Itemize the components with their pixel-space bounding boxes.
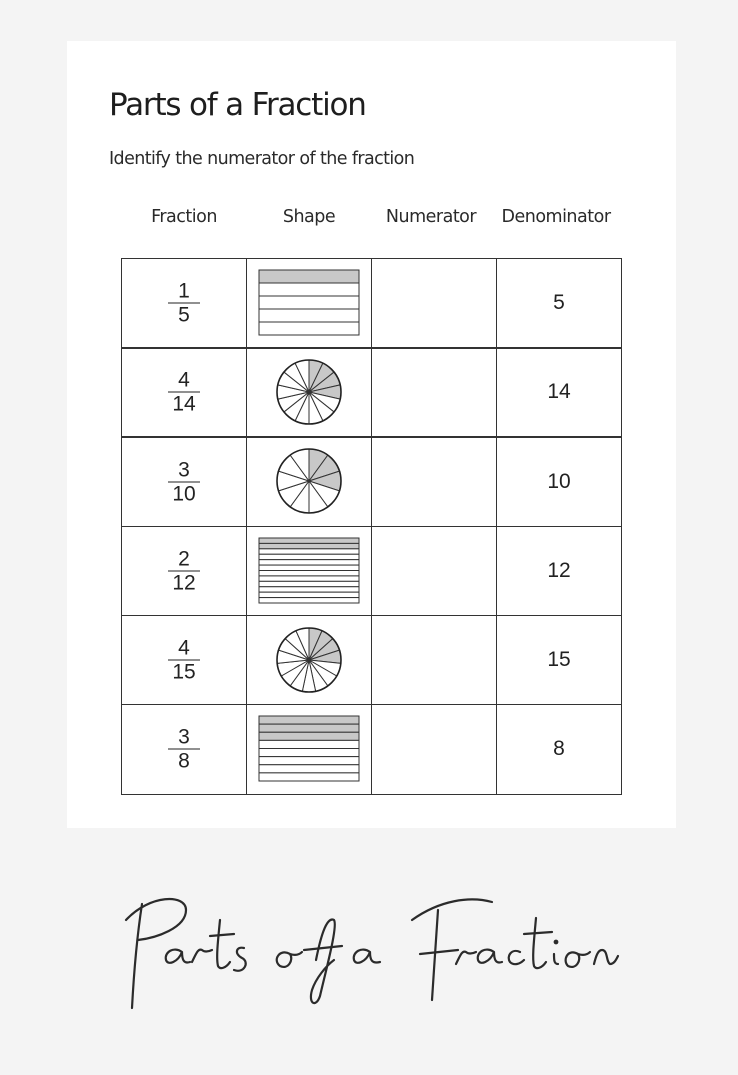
- shaded-strip: [259, 716, 359, 724]
- fraction: [168, 368, 200, 416]
- shaded-strip: [259, 732, 359, 740]
- strip: [259, 765, 359, 773]
- denominator-value: 8: [553, 737, 565, 761]
- fraction-pie-model: [247, 348, 373, 438]
- strip: [259, 548, 359, 553]
- fraction-numerator: 2: [178, 547, 190, 571]
- denominator-cell: [496, 258, 622, 349]
- fraction-pie-model: [247, 437, 373, 527]
- header-numerator: Numerator: [385, 207, 477, 227]
- header-denominator: Denominator: [501, 207, 611, 227]
- fraction-denominator: 5: [178, 303, 190, 327]
- numerator-answer-cell[interactable]: [371, 436, 497, 527]
- shaded-strip: [259, 543, 359, 548]
- numerator-answer-cell[interactable]: [371, 347, 497, 438]
- shaded-strip: [259, 724, 359, 732]
- fraction: [168, 547, 200, 595]
- denominator-cell: [496, 436, 622, 527]
- strip: [259, 586, 359, 591]
- strip: [259, 597, 359, 602]
- fraction-bar-model: [247, 705, 373, 795]
- fraction: [168, 279, 200, 327]
- header-shape: Shape: [282, 207, 336, 227]
- fraction-numerator: 1: [178, 279, 190, 303]
- numerator-answer-cell[interactable]: [371, 526, 497, 617]
- fraction-denominator: 8: [178, 749, 190, 773]
- fraction-numerator: 3: [178, 458, 190, 482]
- fraction-denominator: 12: [172, 571, 196, 595]
- shape-cell: [246, 615, 372, 706]
- shape-cell: [246, 258, 372, 349]
- numerator-answer-cell[interactable]: [371, 704, 497, 795]
- denominator-value: 12: [547, 558, 571, 582]
- worksheet-title: Parts of a Fraction: [109, 87, 366, 123]
- strip: [259, 309, 359, 322]
- fraction-cell: [121, 615, 247, 706]
- strip: [259, 322, 359, 335]
- fraction-numerator: 3: [178, 725, 190, 749]
- strip: [259, 581, 359, 586]
- fraction-cell: [121, 704, 247, 795]
- strip: [259, 749, 359, 757]
- strip: [259, 592, 359, 597]
- denominator-value: 14: [547, 380, 571, 404]
- instruction-text: Identify the numerator of the fraction: [109, 149, 415, 169]
- denominator-cell: [496, 704, 622, 795]
- fraction-denominator: 10: [172, 482, 196, 506]
- strip: [259, 773, 359, 781]
- strip: [259, 296, 359, 309]
- shape-cell: [246, 526, 372, 617]
- shaded-strip: [259, 538, 359, 543]
- numerator-answer-cell[interactable]: [371, 258, 497, 349]
- strip: [259, 554, 359, 559]
- strip: [259, 740, 359, 748]
- denominator-value: 15: [547, 648, 571, 672]
- fraction-cell: [121, 436, 247, 527]
- fraction-bar-model: [247, 527, 373, 617]
- fraction-cell: [121, 258, 247, 349]
- fraction-cell: [121, 347, 247, 438]
- fraction-pie-model: [247, 616, 373, 706]
- denominator-cell: [496, 615, 622, 706]
- denominator-cell: [496, 347, 622, 438]
- strip: [259, 570, 359, 575]
- worksheet-page: [67, 41, 676, 828]
- fraction: [168, 636, 200, 684]
- shape-cell: [246, 704, 372, 795]
- fraction-bar-model: [247, 259, 373, 349]
- numerator-answer-cell[interactable]: [371, 615, 497, 706]
- shaded-strip: [259, 270, 359, 283]
- fraction-numerator: 4: [178, 636, 190, 660]
- shape-cell: [246, 436, 372, 527]
- fraction-denominator: 14: [172, 392, 196, 416]
- fraction: [168, 458, 200, 506]
- fraction: [168, 725, 200, 773]
- header-fraction: Fraction: [151, 207, 217, 227]
- fraction-cell: [121, 526, 247, 617]
- strip: [259, 565, 359, 570]
- denominator-value: 10: [547, 469, 571, 493]
- denominator-cell: [496, 526, 622, 617]
- fraction-table: [121, 258, 622, 794]
- script-title-lettering: [120, 890, 620, 1010]
- strip: [259, 559, 359, 564]
- fraction-denominator: 15: [172, 660, 196, 684]
- denominator-value: 5: [553, 291, 565, 315]
- strip: [259, 576, 359, 581]
- strip: [259, 283, 359, 296]
- fraction-numerator: 4: [178, 368, 190, 392]
- strip: [259, 757, 359, 765]
- shape-cell: [246, 347, 372, 438]
